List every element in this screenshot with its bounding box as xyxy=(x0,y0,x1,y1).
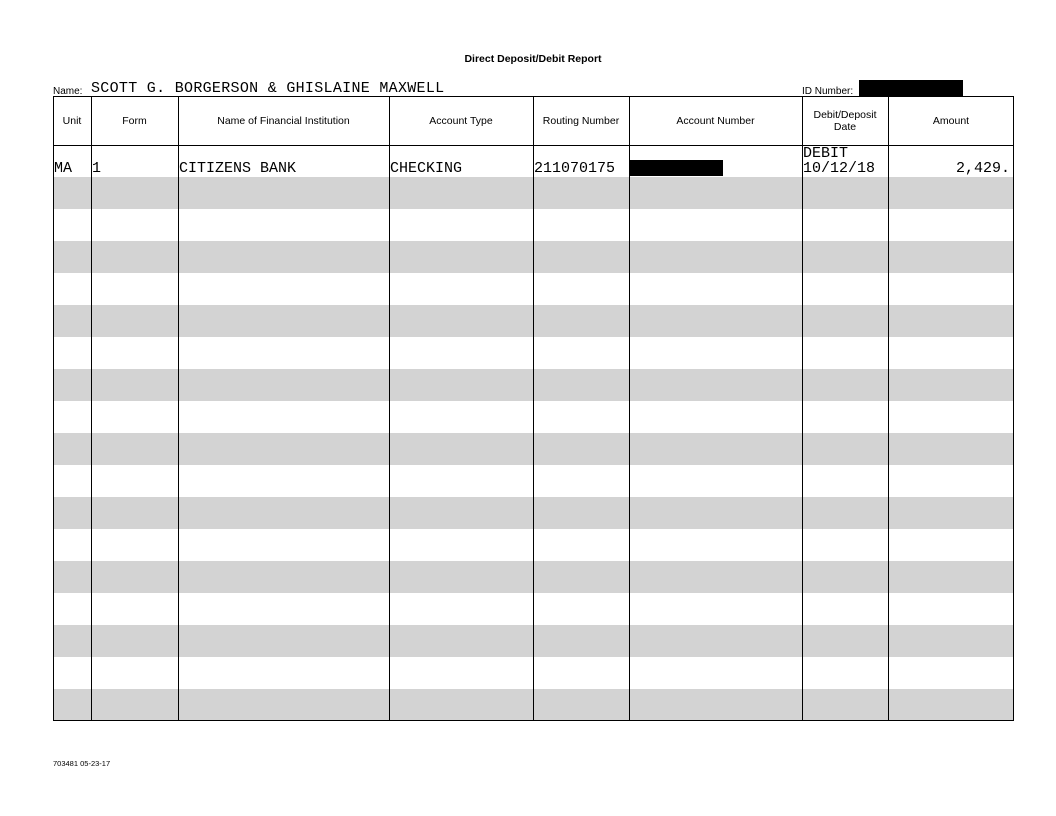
row-date: 10/12/18 xyxy=(803,160,876,177)
row-routing-number: 211070175 xyxy=(534,160,616,177)
column-divider xyxy=(533,96,534,721)
row-form: 1 xyxy=(92,160,102,177)
id-number-label: ID Number: xyxy=(802,86,854,97)
name-label: Name: xyxy=(53,86,83,97)
taxpayer-name: SCOTT G. BORGERSON & GHISLAINE MAXWELL xyxy=(91,80,445,97)
form-code: 703481 05-23-17 xyxy=(53,759,111,768)
column-divider xyxy=(91,96,92,721)
row-account-type: CHECKING xyxy=(390,160,463,177)
row-debit-deposit-type: DEBIT xyxy=(803,145,849,162)
header-account-type: Account Type xyxy=(429,115,493,127)
header-divider xyxy=(53,145,1014,146)
row-institution: CITIZENS BANK xyxy=(179,160,297,177)
row-unit: MA xyxy=(54,160,73,177)
row-amount: 2,429. xyxy=(955,160,1010,177)
column-divider xyxy=(389,96,390,721)
header-unit: Unit xyxy=(62,115,82,127)
column-divider xyxy=(629,96,630,721)
header-form: Form xyxy=(122,115,147,127)
column-divider xyxy=(802,96,803,721)
header-debit-deposit-date: Debit/Deposit Date xyxy=(813,109,877,133)
header-account-number: Account Number xyxy=(676,115,755,127)
column-divider xyxy=(888,96,889,721)
header-amount: Amount xyxy=(932,115,970,127)
header-institution: Name of Financial Institution xyxy=(217,115,350,127)
account-number-redaction xyxy=(630,160,723,176)
report-title: Direct Deposit/Debit Report xyxy=(464,53,602,65)
column-divider xyxy=(178,96,179,721)
id-number-redaction xyxy=(859,80,963,96)
header-routing-number: Routing Number xyxy=(542,115,620,127)
